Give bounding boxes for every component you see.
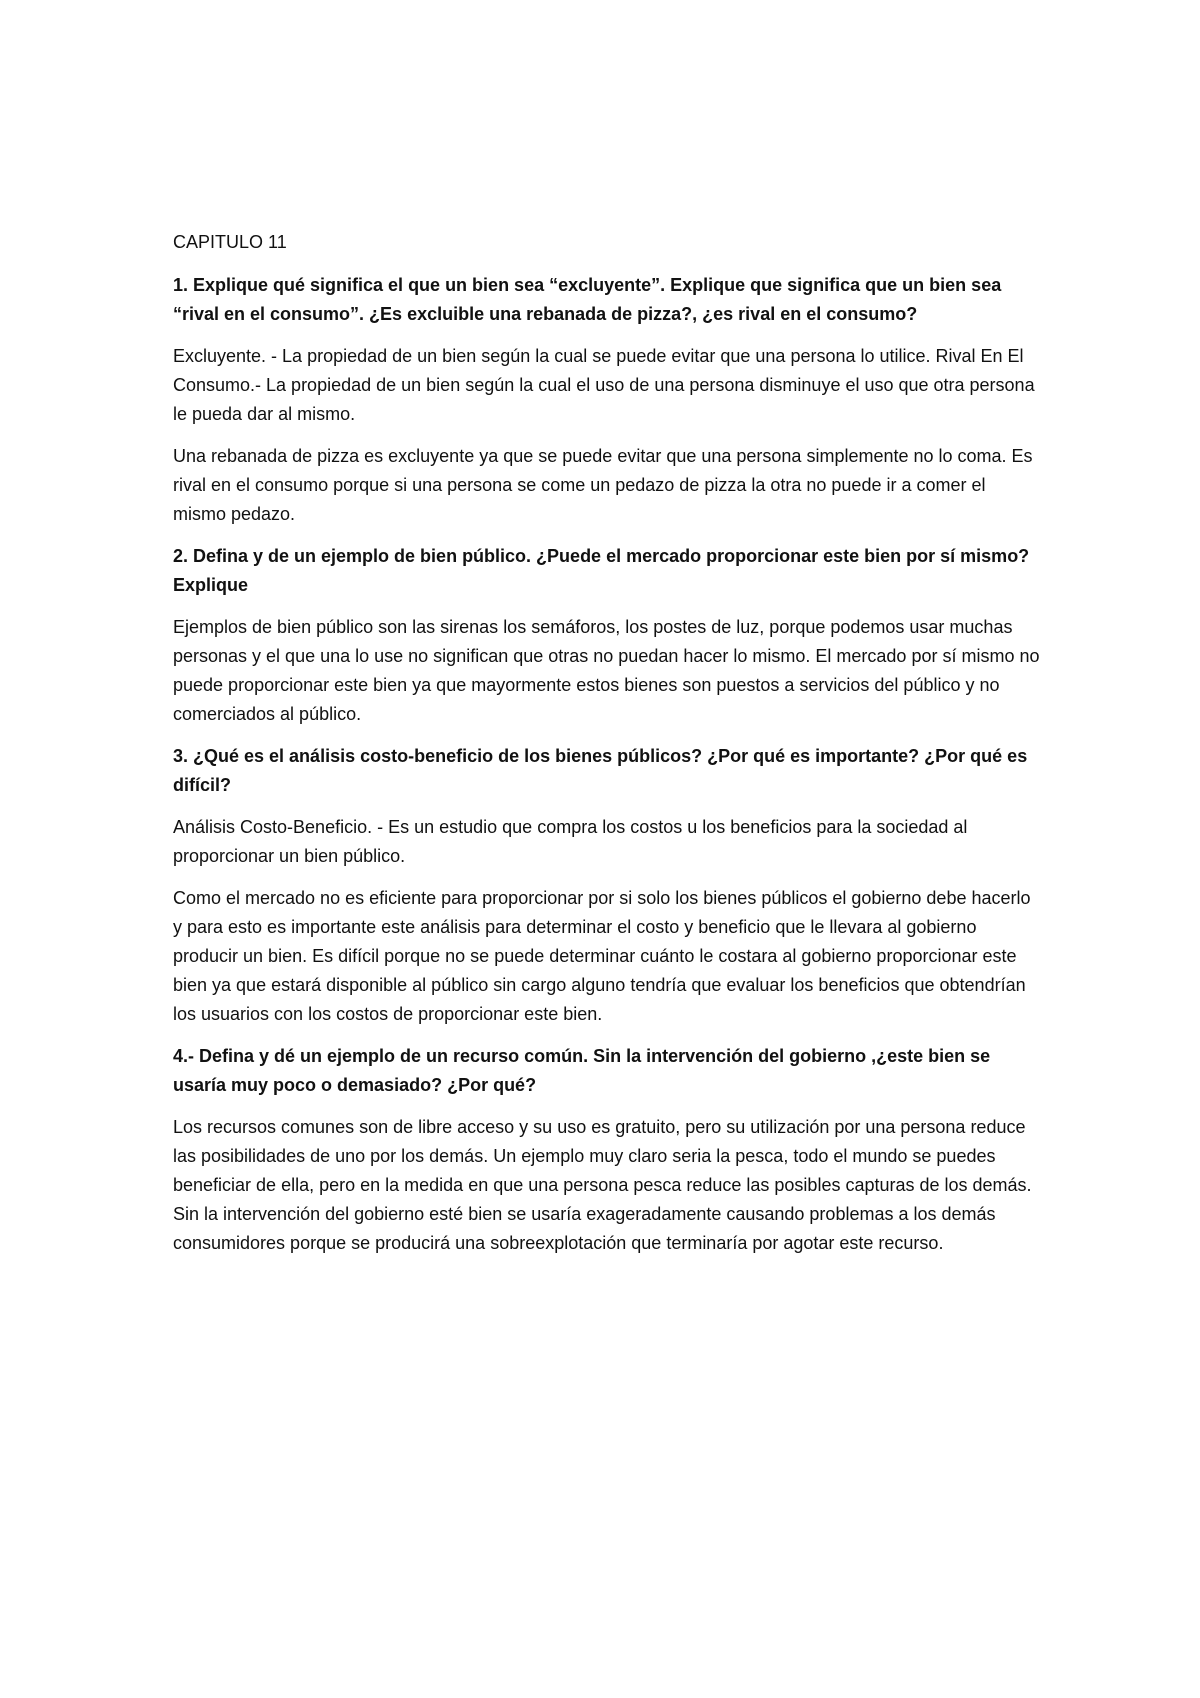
question-3: 3. ¿Qué es el análisis costo-beneficio de los bienes públicos? ¿Por qué es importante? ¿Por qué es difícil?	[173, 746, 1028, 795]
answer-4: Los recursos comunes son de libre acceso y su uso es gratuito, pero su utilización por una persona reduce las posibilidades de uno por los demás. Un ejemplo muy claro seria la pesca, todo el mundo se puedes beneficiar de ella, pero en la medida en que una persona pesca reduce las posibles capturas de los demás. Sin la intervención del gobierno esté bien se usaría exageradamente causando problemas a los demás consumidores porque se producirá una sobreexplotación que terminaría por agotar este recurso.	[173, 1117, 1032, 1253]
answer-1-pizza: Una rebanada de pizza es excluyente ya que se puede evitar que una persona simplemente no lo coma. Es rival en el consumo porque si una persona se come un pedazo de pizza la otra no puede ir a comer el mismo pedazo.	[173, 446, 1033, 524]
question-2: 2. Defina y de un ejemplo de bien público. ¿Puede el mercado proporcionar este bien por sí mismo? Explique	[173, 546, 1030, 595]
question-4: 4.- Defina y dé un ejemplo de un recurso común. Sin la intervención del gobierno ,¿este bien se usaría muy poco o demasiado? ¿Por qué?	[173, 1046, 991, 1095]
chapter-title: CAPITULO 11	[173, 232, 287, 252]
answer-3-definition: Análisis Costo-Beneficio. - Es un estudio que compra los costos u los beneficios para la sociedad al proporcionar un bien público.	[173, 817, 968, 866]
answer-2: Ejemplos de bien público son las sirenas los semáforos, los postes de luz, porque podemos usar muchas personas y el que una lo use no significan que otras no puedan hacer lo mismo. El mercado por sí mismo no puede proporcionar este bien ya que mayormente estos bienes son puestos a servicios del público y no comerciados al público.	[173, 617, 1040, 724]
answer-3-explanation: Como el mercado no es eficiente para proporcionar por si solo los bienes públicos el gobierno debe hacerlo y para esto es importante este análisis para determinar el costo y beneficio que le llevara al gobierno producir un bien. Es difícil porque no se puede determinar cuánto le costara al gobierno proporcionar este bien ya que estará disponible al público sin cargo alguno tendría que evaluar los beneficios que obtendrían los usuarios con los costos de proporcionar este bien.	[173, 888, 1031, 1024]
answer-1-definitions: Excluyente. - La propiedad de un bien según la cual se puede evitar que una persona lo utilice. Rival En El Consumo.- La propiedad de un bien según la cual el uso de una persona disminuye el uso que otra persona le pueda dar al mismo.	[173, 346, 1035, 424]
question-1: 1. Explique qué significa el que un bien sea “excluyente”. Explique que significa que un bien sea “rival en el consumo”. ¿Es excluible una rebanada de pizza?, ¿es rival en el consumo?	[173, 275, 1002, 324]
document-body	[173, 228, 1043, 1271]
